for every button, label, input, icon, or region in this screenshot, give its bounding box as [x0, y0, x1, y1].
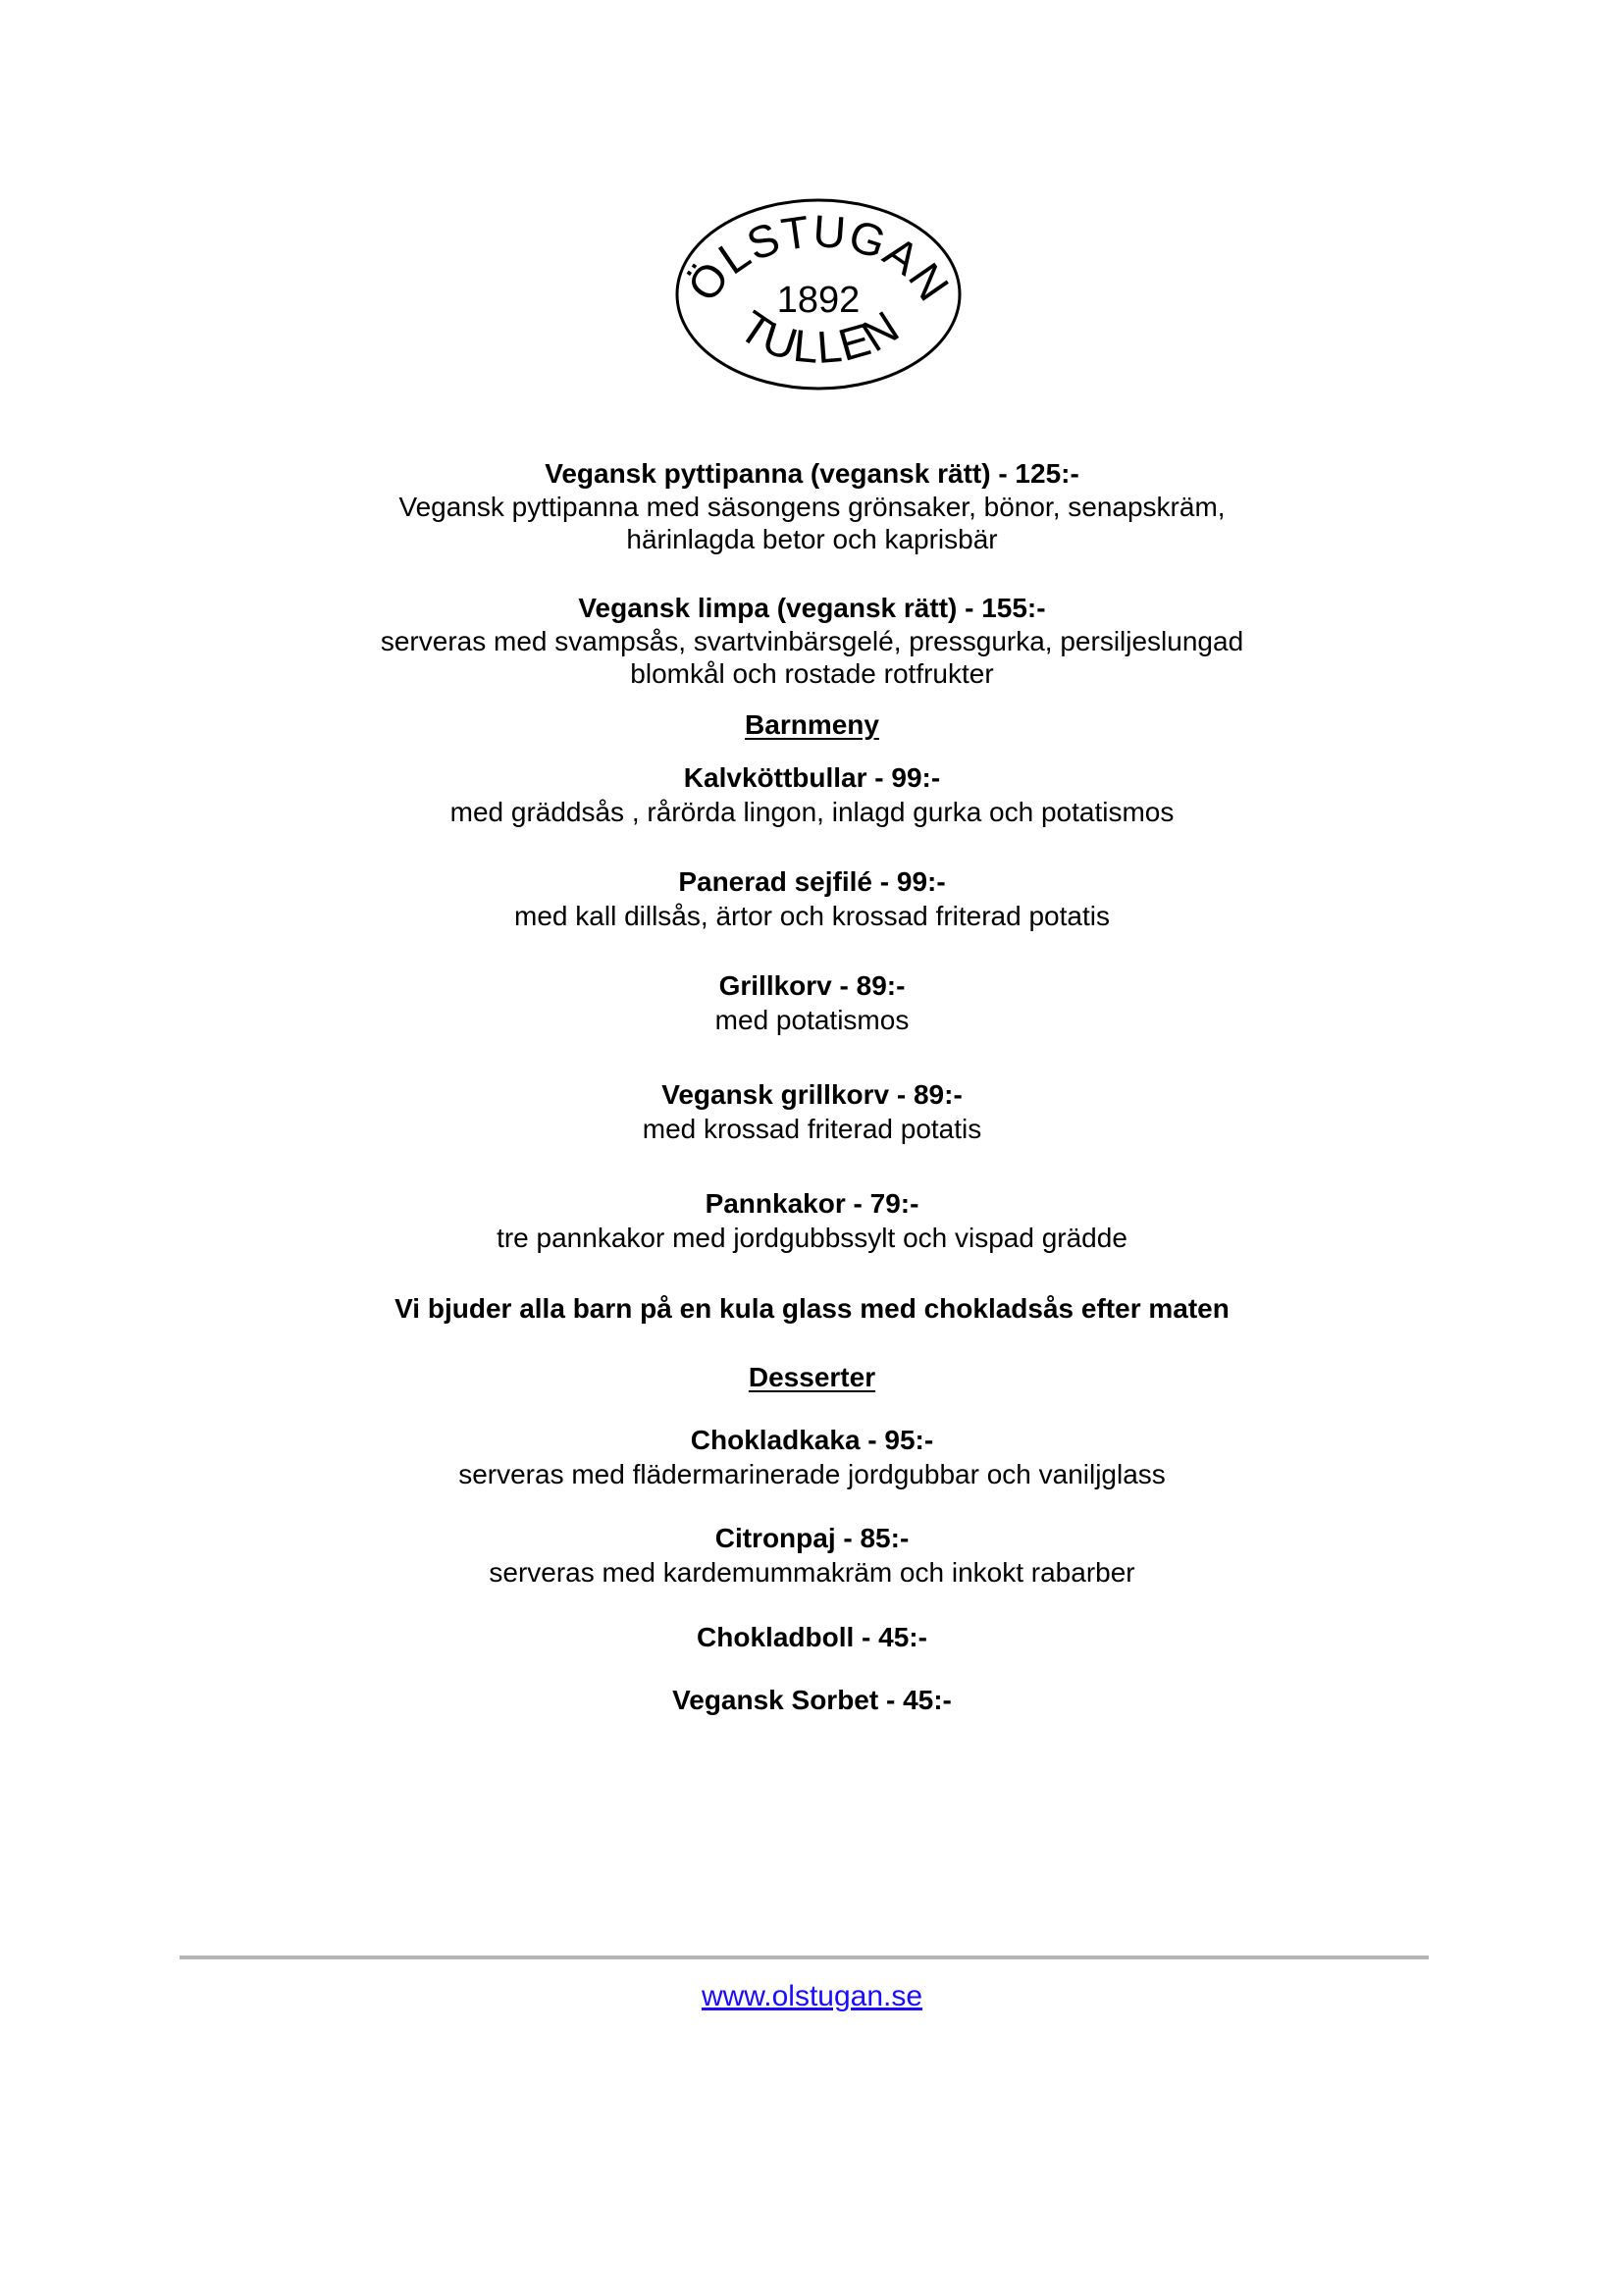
dish-name: Vegansk pyttipanna (vegansk rätt) - 125:- [545, 458, 1079, 489]
dish-desc: med gräddsås , rårörda lingon, inlagd gurka och potatismos [449, 797, 1175, 827]
dish-desc: med potatismos [714, 1005, 910, 1035]
dish-name: Grillkorv - 89:- [718, 970, 906, 1001]
olstugan-logo [673, 196, 964, 392]
dish-name: Panerad sejfilé - 99:- [678, 866, 946, 897]
dish-name: Chokladboll - 45:- [697, 1622, 927, 1652]
dish-name: Kalvköttbullar - 99:- [683, 762, 941, 793]
dish-desc: med krossad friterad potatis [642, 1114, 982, 1144]
dish-desc: tre pannkakor med jordgubbssylt och vispad grädde [497, 1223, 1127, 1253]
dish-name: Citronpaj - 85:- [714, 1523, 910, 1553]
dish-name: Vegansk Sorbet - 45:- [672, 1685, 952, 1715]
dish-desc: med kall dillsås, ärtor och krossad friterad potatis [514, 901, 1110, 931]
dish-desc: härinlagda betor och kaprisbär [626, 524, 998, 554]
footer-divider [180, 1956, 1429, 1959]
dish-desc: serveras med svampsås, svartvinbärsgelé, pressgurka, persiljeslungad [380, 626, 1244, 656]
website-link[interactable]: www.olstugan.se [701, 1980, 923, 2012]
dish-desc: blomkål och rostade rotfrukter [630, 658, 994, 689]
logo-top-text: ÖLSTUGAN [676, 204, 961, 311]
section-title-barnmeny: Barnmeny [745, 709, 879, 740]
section-title-desserter: Desserter [748, 1362, 876, 1392]
logo-bottom-text: TULLEN [730, 300, 909, 373]
dish-name: Vegansk grillkorv - 89:- [661, 1079, 963, 1110]
dish-name: Vegansk limpa (vegansk rätt) - 155:- [578, 593, 1046, 623]
dish-desc: Vegansk pyttipanna med säsongens grönsaker, bönor, senapskräm, [398, 492, 1226, 522]
dish-desc: serveras med kardemummakräm och inkokt rabarber [489, 1557, 1135, 1588]
logo-year: 1892 [776, 280, 861, 321]
dish-desc: serveras med flädermarinerade jordgubbar och vaniljglass [458, 1459, 1166, 1489]
dish-name: Chokladkaka - 95:- [690, 1425, 934, 1455]
kids-menu-note: Vi bjuder alla barn på en kula glass med chokladsås efter maten [394, 1293, 1230, 1324]
dish-name: Pannkakor - 79:- [705, 1188, 919, 1219]
